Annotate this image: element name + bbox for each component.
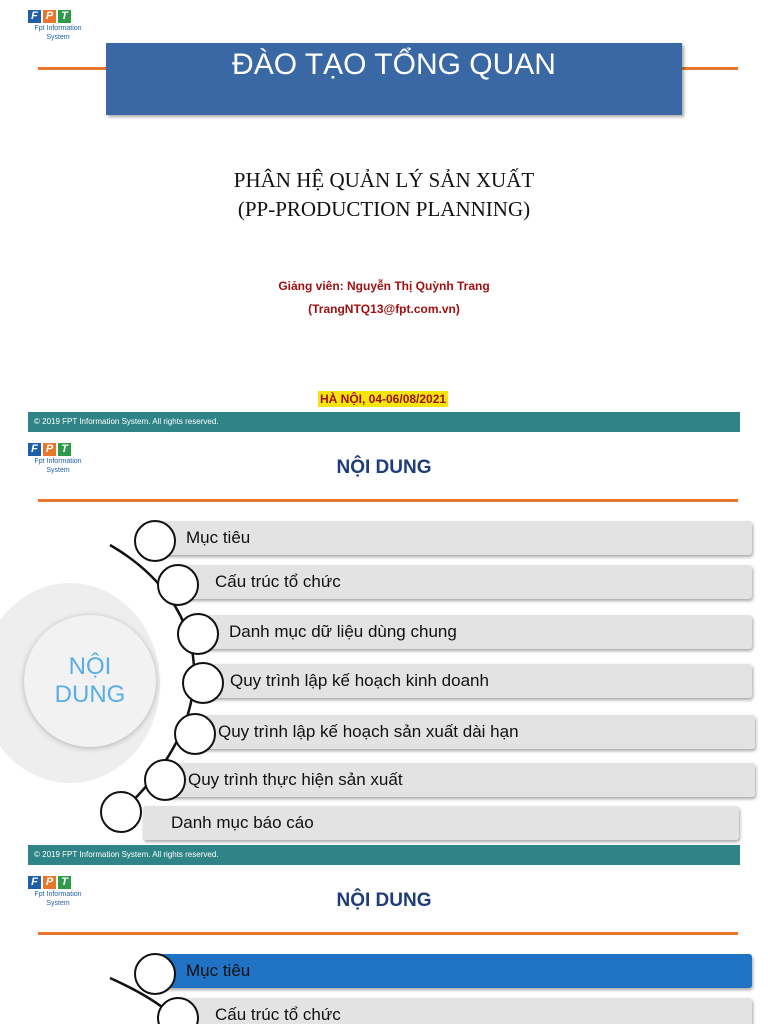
logo-subtitle-2: System (46, 34, 70, 41)
logo-subtitle-1: Fpt Information (34, 458, 82, 465)
bullet-circle-6 (144, 759, 186, 801)
fpt-logo (28, 10, 88, 41)
bullet-circle-1 (134, 953, 176, 995)
agenda-item-label: Quy trình lập kế hoạch kinh doanh (230, 671, 489, 690)
agenda-item-1[interactable] (150, 521, 752, 555)
agenda-item-6[interactable] (165, 763, 755, 797)
agenda-item-label: Mục tiêu (186, 528, 251, 547)
bullet-circle-3 (177, 613, 219, 655)
agenda-item-label: Cấu trúc tổ chức (215, 572, 341, 591)
logo-subtitle-2: System (46, 900, 70, 907)
logo-letter-f: F (28, 876, 41, 889)
slide-1 (0, 0, 768, 433)
agenda-item-label: Danh mục báo cáo (171, 813, 314, 832)
bullet-circle-2 (157, 564, 199, 606)
agenda-item-7[interactable] (143, 806, 739, 840)
title-line-left (38, 67, 108, 70)
date-label: HÀ NỘI, 04-06/08/2021 (320, 392, 447, 406)
bullet-circle-4 (182, 662, 224, 704)
section-title: NỘI DUNG (336, 890, 432, 911)
logo-letter-p: P (43, 876, 56, 889)
bullet-circle-1 (134, 520, 176, 562)
center-label-2: DUNG (54, 681, 126, 708)
slide-2 (0, 433, 768, 866)
agenda-item-label: Danh mục dữ liệu dùng chung (229, 622, 457, 641)
logo-subtitle-2: System (46, 467, 70, 474)
agenda-item-1-active[interactable] (150, 954, 752, 988)
agenda-item-label: Quy trình lập kế hoạch sản xuất dài hạn (218, 722, 519, 741)
logo-letter-t: T (58, 443, 71, 456)
agenda-item-label: Mục tiêu (186, 961, 251, 980)
logo-letter-f: F (28, 443, 41, 456)
module-title: PHÂN HỆ QUẢN LÝ SẢN XUẤT (233, 168, 535, 192)
footer: © 2019 FPT Information System. All rights reserved. (28, 412, 740, 432)
agenda-item-label: Cấu trúc tổ chức (215, 1005, 341, 1024)
logo-subtitle-1: Fpt Information (34, 891, 82, 898)
agenda-item-2[interactable] (180, 565, 752, 599)
instructor-name: Giảng viên: Nguyễn Thị Quỳnh Trang (278, 279, 490, 293)
slide-3 (0, 866, 768, 1024)
footer: © 2019 FPT Information System. All rights reserved. (28, 845, 740, 865)
agenda-item-3[interactable] (195, 615, 752, 649)
title-line-right (680, 67, 738, 70)
logo-letter-p: P (43, 443, 56, 456)
bullet-circle-7 (100, 791, 142, 833)
logo-letter-t: T (58, 876, 71, 889)
logo-subtitle-1: Fpt Information (34, 25, 82, 32)
agenda-item-2[interactable] (180, 998, 752, 1024)
agenda-item-5[interactable] (195, 715, 755, 749)
logo-letter-t: T (58, 10, 71, 23)
logo-letter-p: P (43, 10, 56, 23)
module-subtitle: (PP-PRODUCTION PLANNING) (237, 197, 531, 221)
logo-letter-f: F (28, 10, 41, 23)
instructor-email: (TrangNTQ13@fpt.com.vn) (308, 302, 460, 316)
center-label-1: NỘI (68, 653, 112, 680)
section-title: NỘI DUNG (336, 457, 432, 478)
agenda-item-4[interactable] (200, 664, 752, 698)
bullet-circle-5 (174, 713, 216, 755)
main-title: ĐÀO TẠO TỔNG QUAN (106, 43, 682, 115)
agenda-item-label: Quy trình thực hiện sản xuất (188, 770, 403, 789)
